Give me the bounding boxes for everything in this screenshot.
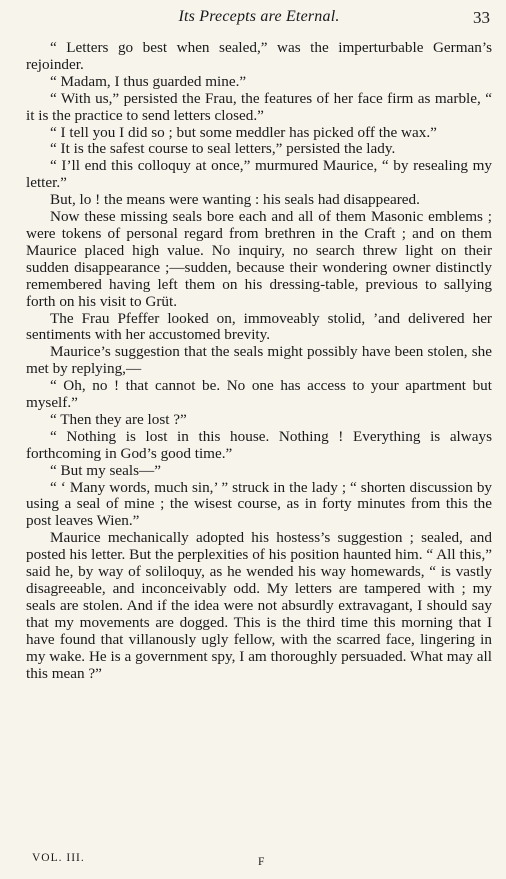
paragraph: “ But my seals—” xyxy=(50,461,161,479)
paragraph: “ Madam, I thus guarded mine.” xyxy=(50,72,247,90)
body-text xyxy=(26,40,492,682)
paragraph: “ With us,” persisted the Frau, the features of her face firm as marble, “ it is the practice to send letters closed.” xyxy=(26,89,492,124)
paragraph: “ Then they are lost ?” xyxy=(50,410,187,428)
page-header xyxy=(26,8,492,30)
paragraph: “ I’ll end this colloquy at once,” murmured Maurice, “ by resealing my letter.” xyxy=(26,157,492,192)
paragraph: But, lo ! the means were wanting : his seals had disappeared. xyxy=(50,191,420,209)
paragraph: “ Oh, no ! that cannot be. No one has access to your apartment but myself.” xyxy=(26,377,492,412)
signature-mark: F xyxy=(258,856,265,868)
page-footer xyxy=(32,852,486,872)
running-head: Its Precepts are Eternal. xyxy=(178,8,340,25)
paragraph: The Frau Pfeffer looked on, immoveably stolid, ’and delivered her sentiments with her accustomed brevity. xyxy=(26,309,492,344)
paragraph: “ It is the safest course to seal letters,” persisted the lady. xyxy=(50,140,396,158)
paragraph: Maurice’s suggestion that the seals might possibly have been stolen, she met by replying,— xyxy=(26,343,492,378)
page-number: 33 xyxy=(473,8,490,27)
paragraph: “ I tell you I did so ; but some meddler has picked off the wax.” xyxy=(50,123,437,141)
volume-label: VOL. III. xyxy=(32,852,85,864)
paragraph: Maurice mechanically adopted his hostess’s suggestion ; sealed, and posted his letter. But the perplexities of his position haunted him. “ All this,” said he, by way of soliloquy, as he wended his way homewards, “ is vastly disagreeable, and inconceivably odd. My letters are tampered with ; my seals are stolen. And if the idea were not absurdly extravagant, I should say that my movements are dogged. This is the third time this morning that I have found that villanously ugly fellow, with the scarred face, lingering in my wake. He is a government spy, I am thoroughly persuaded. What may all this mean ?” xyxy=(26,529,492,682)
paragraph: “ Nothing is lost in this house. Nothing ! Everything is always forthcoming in God’s good time.” xyxy=(26,427,492,462)
paragraph: “ Letters go best when sealed,” was the imperturbable German’s rejoinder. xyxy=(26,39,492,73)
paragraph: “ ‘ Many words, much sin,’ ” struck in the lady ; “ shorten discussion by using a seal of mine ; the wisest course, as in forty minutes from this the post leaves Wien.” xyxy=(26,478,492,530)
paragraph: Now these missing seals bore each and all of them Masonic emblems ; were tokens of personal regard from brethren in the Craft ; and on them Maurice placed high value. No inquiry, no search threw light on their sudden disappearance ;—sudden, because their wondering owner distinctly remembered having left them on his dressing-table, previous to sallying forth on his visit to Grüt. xyxy=(26,208,492,310)
